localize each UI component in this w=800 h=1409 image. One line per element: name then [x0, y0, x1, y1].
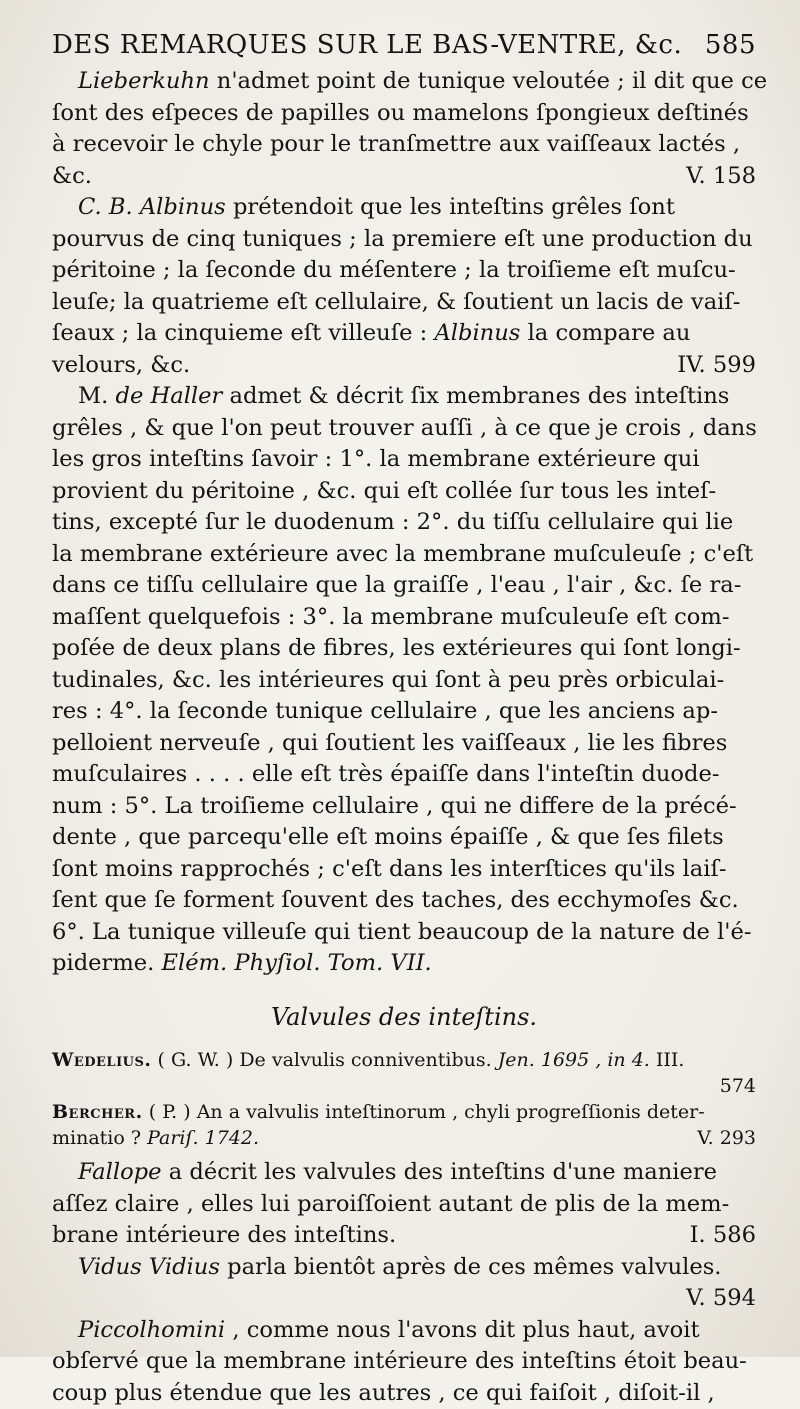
text-line: Vidus Vidius parla bientôt après de ces mêmes valvules. — [52, 1252, 756, 1284]
text-line: obſervé que la membrane intérieure des inteſtins étoit beau- — [52, 1346, 756, 1378]
text-line: num : 5°. La troiſieme cellulaire , qui ne differe de la précé- — [52, 791, 756, 823]
text-line: &c. V. 158 — [52, 161, 756, 193]
text-line: pourvus de cinq tuniques ; la premiere eſt une production du — [52, 224, 756, 256]
biblio-entry-cont: minatio ? Pariſ. 1742. V. 293 — [52, 1125, 756, 1151]
author-name: Lieberkuhn — [78, 68, 210, 94]
text-line: poſée de deux plans de fibres, les extérieures qui ſont longi- — [52, 633, 756, 665]
text-line: pelloient nerveuſe , qui ſoutient les vaiſſeaux , lie les fibres — [52, 728, 756, 760]
text-line: maſſent quelquefois : 3°. la membrane muſculeuſe eſt com- — [52, 602, 756, 634]
biblio-page: 574 — [52, 1073, 756, 1099]
author-name: de Haller — [116, 383, 223, 409]
text-line: muſculaires . . . . elle eſt très épaiſſe dans l'inteſtin duode- — [52, 759, 756, 791]
text-line: ſeaux ; la cinquieme eſt villeuſe : Albinus la compare au — [52, 318, 756, 350]
text-line: Fallope a décrit les valvules des inteſtins d'une maniere — [52, 1157, 756, 1189]
author-name: Piccolhomini — [78, 1317, 225, 1343]
text-line: M. de Haller admet & décrit ſix membranes des inteſtins — [52, 381, 756, 413]
text-line: 6°. La tunique villeuſe qui tient beaucoup de la nature de l'é- — [52, 917, 756, 949]
text-line: grêles , & que l'on peut trouver auſſi , à ce que je crois , dans — [52, 413, 756, 445]
text-line: ſont des eſpeces de papilles ou mamelons ſpongieux deſtinés — [52, 98, 756, 130]
text-line: brane intérieure des inteſtins. I. 586 — [52, 1220, 756, 1252]
text-line: péritoine ; la ſeconde du méſentere ; la troiſieme eſt muſcu- — [52, 255, 756, 287]
volume-reference: V. 158 — [686, 161, 756, 193]
volume-reference: IV. 599 — [677, 350, 756, 382]
bibliography — [52, 1047, 756, 1151]
text-line: tins, excepté ſur le duodenum : 2°. du tiſſu cellulaire qui lie — [52, 507, 756, 539]
text-line: les gros inteſtins ſavoir : 1°. la membrane extérieure qui — [52, 444, 756, 476]
biblio-author: Wedelius. — [52, 1049, 152, 1071]
author-name: C. B. Albinus — [78, 194, 226, 220]
author-name: Albinus — [434, 320, 520, 346]
text-line: à recevoir le chyle pour le tranſmettre aux vaiſſeaux lactés , — [52, 129, 756, 161]
page-number: 585 — [705, 30, 756, 60]
text-line: provient du péritoine , &c. qui eſt collée ſur tous les inteſ- — [52, 476, 756, 508]
section-title: Valvules des inteſtins. — [52, 1002, 756, 1034]
text-line: piderme. Elém. Phyſiol. Tom. VII. — [52, 948, 756, 980]
volume-reference: V. 594 — [52, 1283, 756, 1315]
text-line: la membrane extérieure avec la membrane muſculeuſe ; c'eſt — [52, 539, 756, 571]
volume-reference: V. 293 — [697, 1125, 756, 1151]
text-line: Lieberkuhn n'admet point de tunique veloutée ; il dit que ce — [52, 66, 756, 98]
text-line: C. B. Albinus prétendoit que les inteſtins grêles ſont — [52, 192, 756, 224]
text-line: res : 4°. la ſeconde tunique cellulaire , que les anciens ap- — [52, 696, 756, 728]
author-name: Fallope — [78, 1159, 162, 1185]
body-text — [52, 66, 756, 1409]
text-line: dente , que parcequ'elle eſt moins épaiſſe , & que ſes filets — [52, 822, 756, 854]
text-line: tudinales, &c. les intérieures qui ſont à peu près orbiculai- — [52, 665, 756, 697]
biblio-author: Bercher. — [52, 1101, 143, 1123]
text-line: coup plus étendue que les autres , ce qui faiſoit , diſoit-il , — [52, 1378, 756, 1409]
biblio-entry: Bercher. ( P. ) An a valvulis inteſtinorum , chyli progreſſionis deter- — [52, 1099, 756, 1125]
volume-reference: I. 586 — [690, 1220, 756, 1252]
author-name: Vidus Vidius — [78, 1254, 220, 1280]
text-line: aſſez claire , elles lui paroiſſoient autant de plis de la mem- — [52, 1189, 756, 1221]
biblio-entry: Wedelius. ( G. W. ) De valvulis conniventibus. Jen. 1695 , in 4. III. — [52, 1047, 756, 1073]
source-citation: Elém. Phyſiol. Tom. VII. — [162, 950, 432, 976]
text-line: Piccolhomini , comme nous l'avons dit plus haut, avoit — [52, 1315, 756, 1347]
text-line: dans ce tiſſu cellulaire que la graiſſe , l'eau , l'air , &c. ſe ra- — [52, 570, 756, 602]
text-line: velours, &c. IV. 599 — [52, 350, 756, 382]
text-line: ſont moins rapprochés ; c'eſt dans les interſtices qu'ils laiſ- — [52, 854, 756, 886]
text-line: ſent que ſe forment ſouvent des taches, des ecchymoſes &c. — [52, 885, 756, 917]
text-line: leuſe; la quatrieme eſt cellulaire, & ſoutient un lacis de vaiſ- — [52, 287, 756, 319]
running-title: DES REMARQUES SUR LE BAS-VENTRE, &c. — [52, 30, 682, 60]
running-header — [52, 30, 756, 60]
